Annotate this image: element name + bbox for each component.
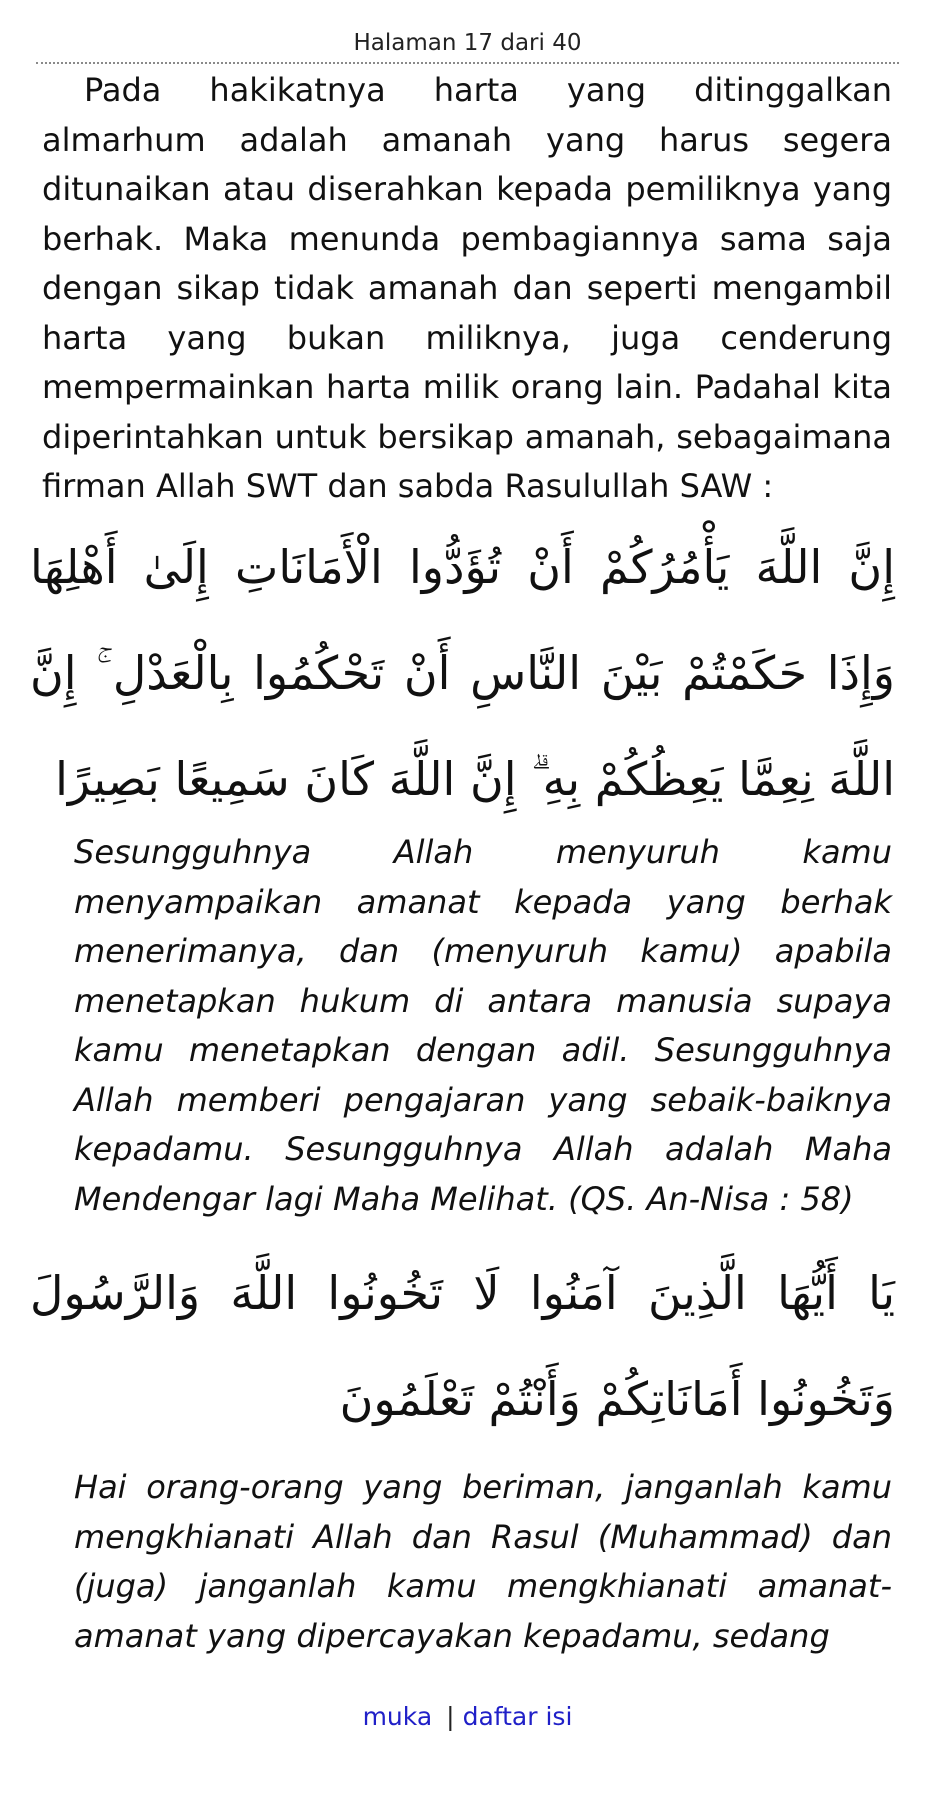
- page-number-label: Halaman 17 dari 40: [353, 30, 582, 56]
- quran-verse-translation-1: Sesungguhnya Allah menyuruh kamu menyampaikan amanat kepada yang berhak menerimanya, dan (menyuruh kamu) apabila menetapkan hukum di antara manusia supaya kamu menetapkan dengan adil. Sesungguhnya Allah memberi pengajaran yang sebaik-baiknya kepadamu. Sesungguhnya Allah adalah Maha Mendengar lagi Maha Melihat. (QS. An-Nisa : 58): [74, 833, 892, 1218]
- quran-verse-arabic-2: يَا أَيُّهَا الَّذِينَ آمَنُوا لَا تَخُونُوا اللَّهَ وَالرَّسُولَ وَتَخُونُوا أَمَانَاتِكُمْ وَأَنْتُمْ تَعْلَمُونَ: [30, 1266, 895, 1426]
- footer-separator: |: [446, 1702, 455, 1731]
- table-of-contents-link[interactable]: daftar isi: [462, 1702, 573, 1731]
- home-link[interactable]: muka: [362, 1702, 433, 1731]
- page-number-header: [36, 26, 899, 64]
- footer-nav: [0, 1702, 935, 1731]
- quran-verse-translation-2: Hai orang-orang yang beriman, janganlah kamu mengkhianati Allah dan Rasul (Muhammad) dan (juga) janganlah kamu mengkhianati amanat-amanat yang dipercayakan kepadamu, sedang: [74, 1468, 892, 1655]
- quran-verse-arabic-1: إِنَّ اللَّهَ يَأْمُرُكُمْ أَنْ تُؤَدُّوا الْأَمَانَاتِ إِلَىٰ أَهْلِهَا وَإِذَا حَكَمْتُمْ بَيْنَ النَّاسِ أَنْ تَحْكُمُوا بِالْعَدْلِ ۚ إِنَّ اللَّهَ نِعِمَّا يَعِظُكُمْ بِهِ ۗ إِنَّ اللَّهَ كَانَ سَمِيعًا بَصِيرًا: [30, 540, 895, 806]
- body-paragraph: Pada hakikatnya harta yang ditinggalkan almarhum adalah amanah yang harus segera ditunaikan atau diserahkan kepada pemiliknya yang berhak. Maka menunda pembagiannya sama saja dengan sikap tidak amanah dan seperti mengambil harta yang bukan miliknya, juga cenderung mempermainkan harta milik orang lain. Padahal kita diperintahkan untuk bersikap amanah, sebagaimana firman Allah SWT dan sabda Rasulullah SAW :: [42, 71, 892, 505]
